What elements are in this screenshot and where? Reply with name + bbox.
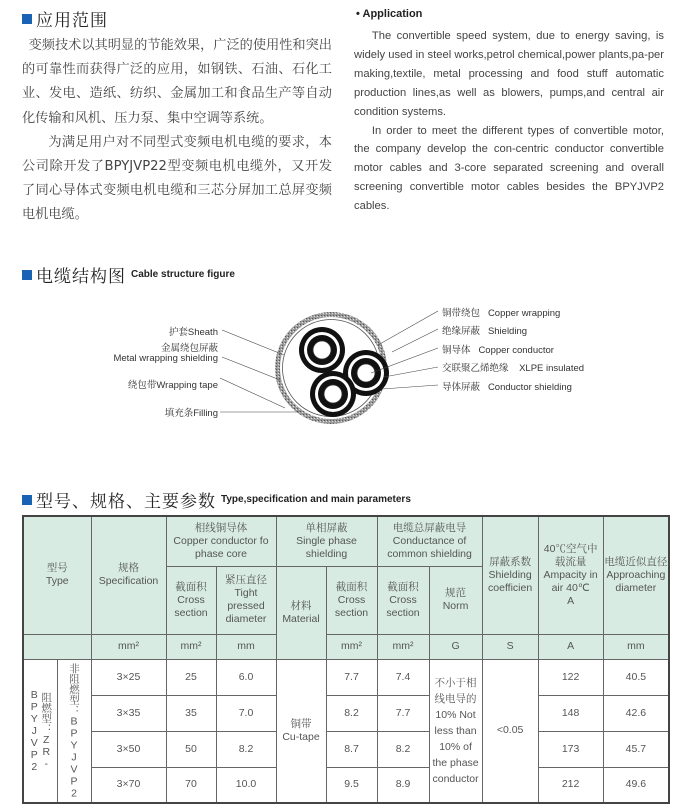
spec-en: Specification [98, 575, 159, 588]
label-en: Shielding [487, 326, 528, 337]
cell-amp: 212 [538, 767, 603, 803]
application-title-en: • Application [356, 8, 423, 20]
cell-cs-cross: 8.9 [377, 767, 429, 803]
table-row [23, 731, 669, 767]
header-tight [216, 566, 276, 634]
mat-en: Material [282, 612, 320, 625]
cell-spec: 3×70 [91, 767, 166, 803]
application-paragraph-zh-2: 为满足用户对不同型式变频电机电缆的要求，本公司除开发了BPYJVP22型变频电机电缆外，又开发了同心导体式变频电机电缆和三芯分屏加工总屏变频电机电缆。 [22, 134, 332, 223]
header-row-1 [23, 516, 669, 566]
label-metal-wrapping-zh: 金属绕包屏蔽 [160, 343, 218, 354]
label-en: XLPE insulated [519, 363, 585, 374]
label-conductor-shielding [442, 379, 572, 393]
header-norm [429, 566, 482, 634]
header-cs-cross [377, 566, 429, 634]
coef-zh: 屏蔽系数 [489, 555, 532, 568]
cell-tight: 10.0 [216, 767, 276, 803]
header-sp-cross [326, 566, 377, 634]
cell-coef: <0.05 [482, 659, 538, 803]
label-xlpe-insulated [442, 360, 584, 374]
label-en: Conductor shielding [487, 382, 572, 393]
label-filling: 填充条Filling [164, 408, 218, 419]
cell-cu-cross: 35 [166, 695, 216, 731]
cross-zh: 截面积 [335, 580, 368, 593]
header-common-shielding [377, 516, 482, 566]
cell-amp: 148 [538, 695, 603, 731]
cross-en: Cross section [334, 593, 369, 619]
label-en: Copper wrapping [487, 308, 561, 319]
copper-zh: 相线铜导体 [194, 521, 248, 534]
label-zh: 导体屏蔽 [442, 382, 481, 393]
dia-zh: 电缆近似直径 [604, 555, 668, 568]
application-paragraph-en-1: The convertible speed system, due to energy saving, is widely used in steel works,petrol chemical,power plants,pa-per making,textile, metal processing and food stuff automatic production lines,as well as blowers, pumps,and central air condition systems. [354, 30, 664, 118]
type-non-zr-text: 非阻燃型：BPYJVP2 [68, 662, 80, 799]
label-zh: 铜带绕包 [442, 308, 481, 319]
label-wrapping-tape: 绕包带Wrapping tape [127, 380, 218, 391]
label-metal-wrapping-en: Metal wrapping shielding [113, 353, 218, 364]
application-paragraph-zh-1: 变频技术以其明显的节能效果，广泛的使用性和突出的可靠性而获得广泛的应用，如钢铁、石油、石化工业、发电、造纸、纺织、金属加工和食品生产等自动化传输和风机、压力泵、集中空调等系统。 [22, 38, 332, 126]
label-zh: 铜导体 [442, 345, 471, 356]
structure-title-zh: 电缆结构图 [36, 267, 126, 287]
single-en: Single phase shielding [296, 534, 357, 560]
bullet-square-icon [22, 495, 32, 505]
type-zr-text: 阻燃型：ZR-BPYJVP2 [28, 688, 53, 773]
unit-amp: A [538, 634, 603, 659]
cell-cs-cross: 7.4 [377, 659, 429, 695]
unit-row [23, 634, 669, 659]
cell-dia: 45.7 [603, 731, 669, 767]
unit-sp-cross: mm² [326, 634, 377, 659]
unit-cu-cross: mm² [166, 634, 216, 659]
cross-en: Cross section [174, 593, 208, 619]
unit-dia: mm [603, 634, 669, 659]
cell-tight: 6.0 [216, 659, 276, 695]
header-cu-cross [166, 566, 216, 634]
unit-cs-cross: mm² [377, 634, 429, 659]
cross-zh: 截面积 [175, 580, 207, 593]
cell-tight: 7.0 [216, 695, 276, 731]
cell-sp-cross: 8.2 [326, 695, 377, 731]
norm-text: 不小于相线电导的10% Not less than 10% of the phase conductor [432, 676, 479, 785]
tight-zh: 紧压直径 [225, 574, 267, 586]
type-en: Type [45, 575, 69, 588]
table-row [23, 695, 669, 731]
norm-en: Norm [442, 600, 469, 612]
common-en: Conductance of common shielding [387, 534, 472, 560]
unit-spec: mm² [91, 634, 166, 659]
core-1 [299, 327, 345, 373]
params-title-zh: 型号、规格、主要参数 [36, 492, 216, 512]
amp-unit: A [567, 594, 575, 607]
header-copper-conductor [166, 516, 276, 566]
cell-spec: 3×35 [91, 695, 166, 731]
cell-spec: 3×25 [91, 659, 166, 695]
header-type [23, 516, 91, 634]
cell-material [276, 659, 326, 803]
cell-cs-cross: 7.7 [377, 695, 429, 731]
amp-en: Ampacity in air 40℃ [543, 568, 598, 594]
structure-title-en: Cable structure figure [131, 269, 235, 280]
cross-en: Cross section [386, 593, 420, 619]
label-copper-conductor [442, 342, 554, 356]
label-zh: 绝缘屏蔽 [442, 326, 481, 337]
unit-tight: mm [216, 634, 276, 659]
cell-amp: 122 [538, 659, 603, 695]
unit-coef: S [482, 634, 538, 659]
header-coefficient [482, 516, 538, 634]
core-3 [310, 371, 356, 417]
dia-en: Approaching diameter [606, 568, 666, 594]
label-en: Copper conductor [478, 345, 554, 356]
label-copper-wrapping [442, 305, 560, 319]
header-ampacity [538, 516, 603, 634]
label-zh: 交联聚乙烯绝缘 [442, 363, 509, 374]
norm-zh: 规范 [445, 587, 467, 599]
copper-en: Copper conductor fo phase core [173, 534, 269, 560]
params-table [22, 515, 670, 804]
cell-cu-cross: 50 [166, 731, 216, 767]
common-zh: 电缆总屏蔽电导 [392, 521, 467, 534]
cell-dia: 42.6 [603, 695, 669, 731]
single-zh: 单相屏蔽 [305, 521, 348, 534]
material-en: Cu-tape [282, 730, 320, 743]
cell-sp-cross: 9.5 [326, 767, 377, 803]
cell-cu-cross: 25 [166, 659, 216, 695]
mat-zh: 材料 [290, 599, 312, 612]
type-non-zr [57, 659, 91, 803]
unit-norm: G [429, 634, 482, 659]
type-zr [23, 659, 57, 803]
cell-tight: 8.2 [216, 731, 276, 767]
material-zh: 铜带 [290, 717, 312, 730]
header-spec [91, 516, 166, 634]
cell-dia: 40.5 [603, 659, 669, 695]
table-row [23, 659, 669, 695]
cross-zh: 截面积 [387, 580, 419, 593]
cell-spec: 3×50 [91, 731, 166, 767]
cell-dia: 49.6 [603, 767, 669, 803]
cell-sp-cross: 8.7 [326, 731, 377, 767]
params-title-en: Type,specification and main parameters [221, 494, 411, 505]
header-single-phase [276, 516, 377, 566]
cell-cs-cross: 8.2 [377, 731, 429, 767]
unit-type-empty [23, 634, 91, 659]
tight-en: Tight pressed diameter [225, 587, 267, 625]
label-sheath: 护套Sheath [168, 327, 218, 338]
amp-zh: 40℃空气中载流量 [543, 542, 598, 568]
header-diameter [603, 516, 669, 634]
spec-zh: 规格 [118, 562, 139, 575]
application-title-zh: 应用范围 [36, 11, 108, 31]
params-heading [22, 487, 411, 512]
cell-amp: 173 [538, 731, 603, 767]
application-paragraph-en-2: In order to meet the different types of convertible motor, the company develop the con-centric conductor convertible motor cables and 3-core separated screening and overall screening convertible motor cables besides the BPYJVP2 cables. [354, 124, 664, 213]
table-row [23, 767, 669, 803]
label-shielding [442, 323, 527, 337]
coef-en: Shielding coefficien [488, 568, 533, 594]
type-zh: 型号 [46, 562, 68, 575]
cell-cu-cross: 70 [166, 767, 216, 803]
header-material [276, 566, 326, 659]
cell-sp-cross: 7.7 [326, 659, 377, 695]
cell-norm [429, 659, 482, 803]
